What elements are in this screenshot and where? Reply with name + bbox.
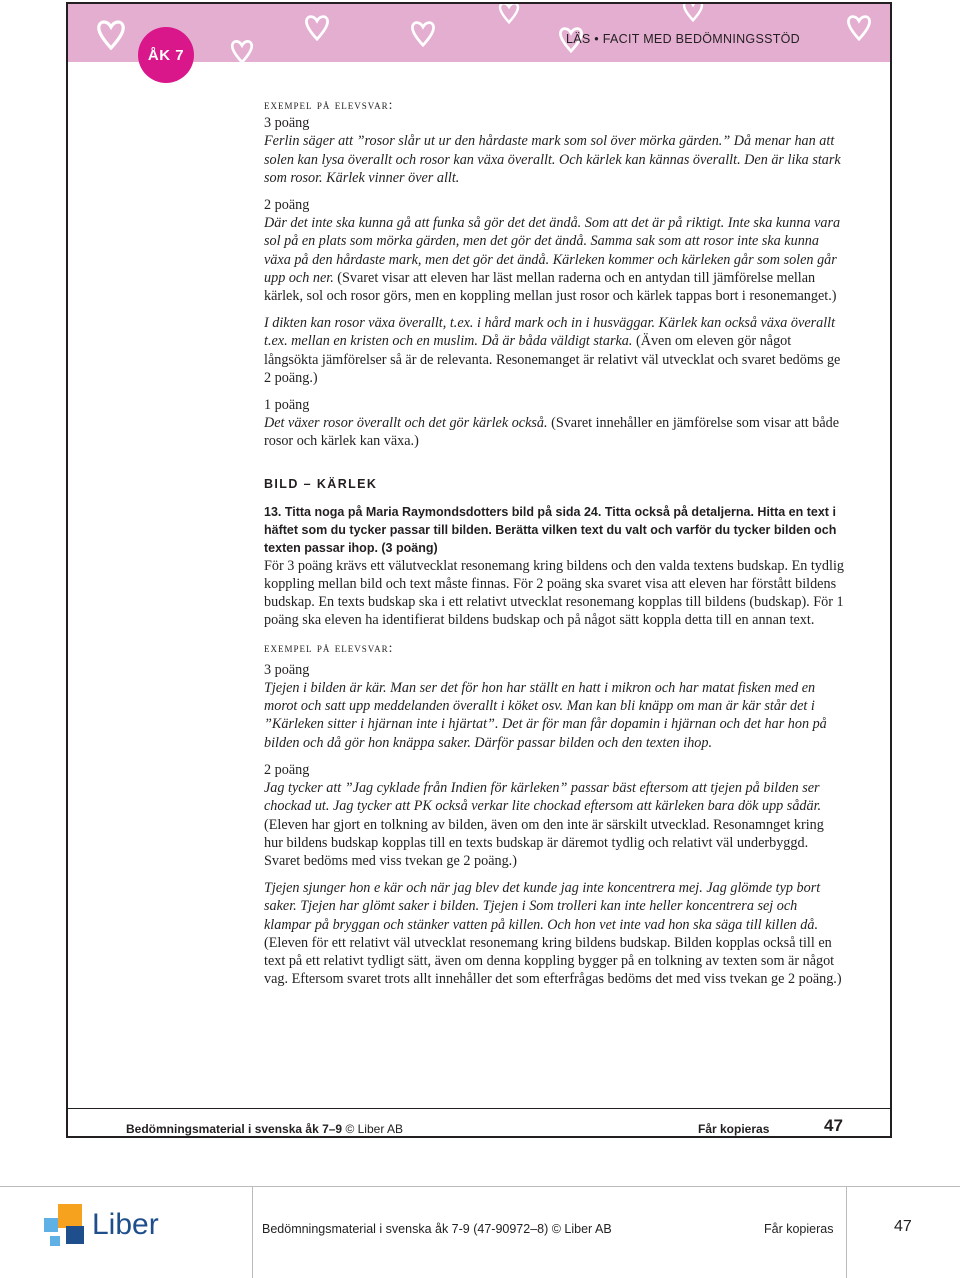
heart-icon: [304, 12, 330, 42]
score-label: 3 poäng: [264, 661, 310, 678]
score-label: 3 poäng: [264, 115, 310, 132]
example-label: exempel på elevsvar:: [264, 639, 394, 655]
score-label: 1 poäng: [264, 397, 310, 414]
section-label: LÄS • FACIT MED BEDÖMNINGSSTÖD: [566, 32, 801, 46]
score-label: 2 poäng: [264, 761, 310, 778]
question-13: 13. Titta noga på Maria Raymondsdotters bild på sida 24. Titta också på detaljerna. Hitta en text i häftet som du tycker passar till bilden. Berätta vilken text du valt och varför du tycker bilden och texten passar ihop. (3 poäng): [264, 504, 837, 555]
footer-page-number: 47: [824, 1116, 843, 1135]
heart-icon: [682, 2, 704, 22]
student-answer: Jag tycker att ”Jag cyklade från Indien för kärleken” passar bäst eftersom att tjejen på bilden ser chockad ut. Jag tycker att PK också verkar lite chockad eftersom att kärleken bara dök upp sådär. (Eleven har gjort en tolkning av bilden, även om den inte är särskilt utvecklad. Resonamnget kring hur bildens budskap kopplas till en texts budskap är däremot tydlig och relativt väl underbyggd. Svaret bedöms med viss tvekan ge 2 poäng.): [264, 780, 824, 869]
bottom-bar: [0, 1186, 960, 1278]
main-content: [264, 96, 844, 988]
student-answer: I dikten kan rosor växa överallt, t.ex. i hård mark och in i husväggar. Kärlek kan också växa överallt t.ex. mellan en kristen och en muslim. Då är båda väldigt starka. (Även om eleven gör något långsökta jämförelser så är de relevanta. Resonemanget är relativt väl utvecklat och svaret bedöms ge 2 poäng.): [264, 315, 841, 386]
assessment-criteria: För 3 poäng krävs ett välutvecklat resonemang kring bildens och den valda textens budskap. En tydlig koppling mellan bild och text måste finnas. För 2 poäng ska svaret visa att eleven har förstått bildens budskap. En texts budskap ska i ett relativt utvecklat resonemang kopplas till bildens (budskap). För 1 poäng ska eleven ha identifierat bildens budskap och på något sätt koppla detta till en annan text.: [264, 557, 844, 629]
divider: [0, 1186, 960, 1187]
liber-logo-icon: [44, 1196, 94, 1256]
heart-icon: [498, 2, 520, 24]
heart-icon: [230, 38, 254, 64]
score-label: 2 poäng: [264, 197, 310, 214]
section-heading: BILD – KÄRLEK: [264, 476, 378, 491]
liber-logo-text: Liber: [92, 1208, 159, 1241]
footer-divider: [68, 1108, 890, 1109]
student-answer: Det växer rosor överallt och det gör kärlek också. (Svaret innehåller en jämförelse som visar att både rosor och kärlek kan växa.): [264, 415, 840, 450]
example-label: exempel på elevsvar:: [264, 97, 394, 112]
grade-badge: ÅK 7: [138, 27, 194, 83]
student-answer: Där det inte ska kunna gå att funka så gör det det ändå. Som att det är på riktigt. Inte ska kunna vara sol på en plats som mörka gärden, men det gör det ändå. Samma sak som att rosor inte ska kunna växa på den hårdaste mark, men det gör det ändå. Kärleken kommer och kärleken går som solen går upp och ner. (Svaret visar att eleven har läst mellan raderna och en antydan till jämförelse mellan kärlek, sol och rosor görs, men en koppling mellan just rosor och kärlek tappas bort i resonemanget.): [264, 215, 841, 305]
divider: [846, 1186, 847, 1278]
page-frame: [66, 2, 892, 1138]
student-answer: Tjejen i bilden är kär. Man ser det för hon har ställt en hatt i mikron och har matat fisken med en morot och satt upp meddelanden överallt i köket osv. Man kan bli knäpp om man är kär står det i ”Kärleken sitter i hjärnan inte i hjärtat”. Det är för man får dopamin i hjärnan och det har hon på bilden och då gör hon knäppa saker. Därför passar bilden och den texten ihop.: [264, 680, 827, 751]
footer-title: Bedömningsmaterial i svenska åk 7–9 © Liber AB: [126, 1122, 403, 1136]
student-answer: Ferlin säger att ”rosor slår ut ur den hårdaste mark som sol över mörka gärden.” Då menar han att solen kan lysa överallt och rosor kan växa överallt. Och kärlek kan kännas överallt. Den är lika stark som rosor. Kärlek vinner över allt.: [264, 133, 841, 186]
student-answer: Tjejen sjunger hon e kär och när jag blev det kunde jag inte koncentrera mej. Jag glömde typ bort saker. Tjejen har glömt saker i bilden. Tjejen i Som trolleri kan inte heller koncentrera sej och klampar på bryggan och stänker vatten på killen. Och hon vet inte vad hon ska säga till killen då. (Eleven för ett relativt väl utvecklat resonemang kring bildens budskap. Bilden kopplas också till en text på ett relativt tydligt sätt, även om denna koppling bygger på en tolkning av texten som är något vag. Eftersom svaret trots allt innehåller det som efterfrågas bedöms det med viss tvekan ge 2 poäng.): [264, 880, 842, 988]
divider: [252, 1186, 253, 1278]
bottom-copy-note: Får kopieras: [764, 1222, 834, 1236]
bottom-page-number: 47: [894, 1218, 912, 1235]
bottom-title: Bedömningsmaterial i svenska åk 7-9 (47-90972–8) © Liber AB: [262, 1222, 612, 1236]
footer-copy-note: Får kopieras: [698, 1122, 770, 1136]
heart-icon: [96, 18, 126, 50]
heart-icon: [410, 18, 436, 48]
heart-icon: [846, 12, 872, 42]
